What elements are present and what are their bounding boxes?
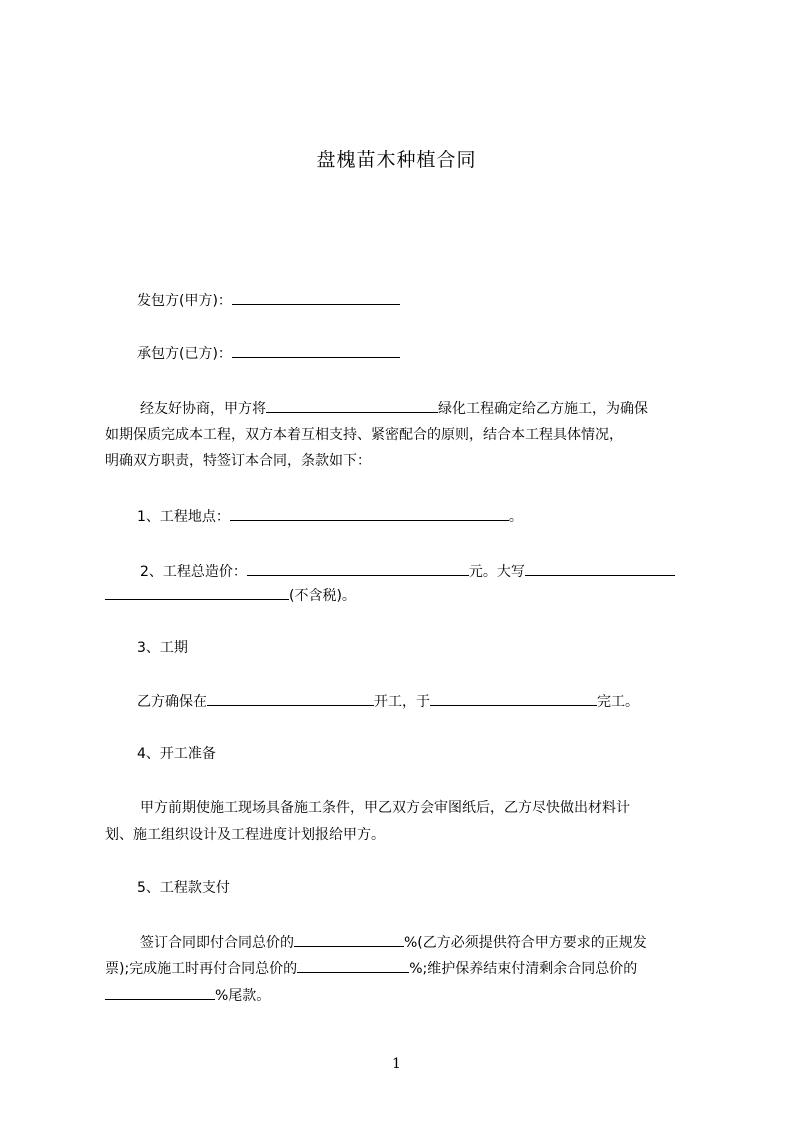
completion-payment-percent-blank[interactable]	[297, 958, 409, 973]
party-a-line	[137, 290, 400, 311]
intro-line-2: 如期保质完成本工程，双方本着互相支持、紧密配合的原则，结合本工程具体情况，	[105, 427, 623, 443]
page-number: 1	[392, 1056, 401, 1072]
section-2-line-1	[140, 561, 675, 582]
project-name-blank[interactable]	[266, 398, 438, 413]
section-1-end: 。	[508, 509, 523, 525]
initial-payment-percent-blank[interactable]	[294, 932, 404, 947]
section-4-heading: 4、开工准备	[137, 746, 216, 762]
section-5-heading: 5、工程款支付	[137, 880, 230, 896]
section-4-line-1: 甲方前期使施工现场具备施工条件，甲乙双方会审图纸后，乙方尽快做出材料计	[140, 800, 630, 816]
section-5-text-1a: 签订合同即付合同总价的	[140, 935, 294, 951]
price-in-words-blank-1[interactable]	[525, 561, 675, 576]
project-location-blank[interactable]	[230, 506, 509, 521]
section-5-text-2a: 票);完成施工时再付合同总价的	[105, 961, 298, 977]
total-price-blank[interactable]	[247, 561, 469, 576]
intro-text-1b: 绿化工程确定给乙方施工，为确保	[438, 401, 648, 417]
price-in-words-blank-2[interactable]	[105, 585, 289, 600]
party-b-blank[interactable]	[232, 343, 400, 358]
intro-line-1	[140, 398, 648, 419]
section-2-line-2	[105, 585, 356, 606]
section-4-line-2: 划、施工组织设计及工程进度计划报给甲方。	[105, 827, 385, 843]
section-3-text-b: 开工，于	[374, 694, 430, 710]
intro-line-3: 明确双方职责，特签订本合同，条款如下：	[105, 453, 371, 469]
section-1-line	[137, 506, 523, 527]
section-5-line-1	[140, 932, 647, 953]
final-payment-percent-blank[interactable]	[105, 985, 215, 1000]
section-3-line	[137, 691, 639, 712]
section-3-heading: 3、工期	[137, 640, 188, 656]
section-2-end: (不含税)。	[289, 588, 356, 604]
section-3-text-c: 完工。	[597, 694, 639, 710]
section-5-line-3	[105, 985, 270, 1006]
section-5-text-3b: %尾款。	[215, 988, 271, 1004]
section-2-label: 2、工程总造价：	[140, 564, 247, 580]
completion-date-blank[interactable]	[430, 691, 597, 706]
document-title: 盘槐苗木种植合同	[316, 149, 477, 171]
section-5-text-2b: %;维护保养结束付清剩余合同总价的	[409, 961, 638, 977]
section-3-text-a: 乙方确保在	[137, 694, 207, 710]
section-1-label: 1、工程地点：	[137, 509, 230, 525]
section-5-line-2	[105, 958, 637, 979]
party-a-blank[interactable]	[232, 290, 400, 305]
party-a-label: 发包方(甲方)：	[137, 293, 232, 309]
party-b-label: 承包方(已方)：	[137, 346, 232, 362]
section-2-mid: 元。大写	[468, 564, 525, 580]
party-b-line	[137, 343, 400, 364]
start-date-blank[interactable]	[207, 691, 374, 706]
section-5-text-1b: %(乙方必须提供符合甲方要求的正规发	[404, 935, 647, 951]
intro-text-1a: 经友好协商，甲方将	[140, 401, 266, 417]
